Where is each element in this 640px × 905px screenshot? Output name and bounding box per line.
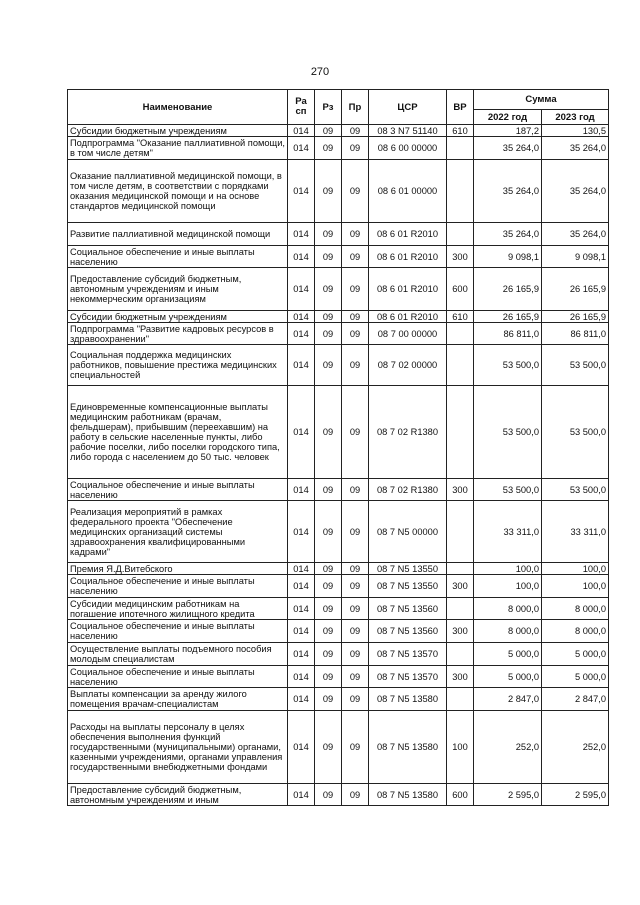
table-row	[68, 620, 609, 643]
row-csr-cell: 08 6 01 R2010	[369, 246, 447, 268]
table-row	[68, 501, 609, 563]
row-vr-cell	[447, 598, 474, 620]
row-sum-2022-cell: 9 098,1	[474, 246, 542, 268]
row-rz-cell: 09	[315, 711, 342, 784]
header-rz: Рз	[315, 90, 342, 125]
row-vr-cell	[447, 688, 474, 711]
row-name-cell: Субсидии медицинским работникам на погашение ипотечного жилищного кредита	[68, 598, 288, 620]
row-rz-cell: 09	[315, 643, 342, 666]
row-csr-cell: 08 6 01 R2010	[369, 311, 447, 323]
row-vr-cell: 600	[447, 784, 474, 806]
row-sum-2022-cell: 53 500,0	[474, 386, 542, 479]
row-rasp-cell: 014	[288, 598, 315, 620]
row-name-cell: Расходы на выплаты персоналу в целях обеспечения выполнения функций государственными (муниципальными) органами, казенными учреждениями, органами управления государственными внебюджетными фондами	[68, 711, 288, 784]
row-vr-cell: 300	[447, 246, 474, 268]
table-row	[68, 386, 609, 479]
row-rz-cell: 09	[315, 345, 342, 386]
row-vr-cell	[447, 345, 474, 386]
row-name-cell: Оказание паллиативной медицинской помощи, в том числе детям, в соответствии с порядками оказания медицинской помощи и на основе стандартов медицинской помощи	[68, 160, 288, 223]
row-name-cell: Подпрограмма "Развитие кадровых ресурсов в здравоохранении"	[68, 323, 288, 345]
header-pr: Пр	[342, 90, 369, 125]
row-sum-2022-cell: 2 847,0	[474, 688, 542, 711]
row-name-cell: Осуществление выплаты подъемного пособия молодым специалистам	[68, 643, 288, 666]
row-sum-2022-cell: 26 165,9	[474, 311, 542, 323]
row-sum-2022-cell: 5 000,0	[474, 643, 542, 666]
row-rz-cell: 09	[315, 160, 342, 223]
row-rz-cell: 09	[315, 688, 342, 711]
row-sum-2022-cell: 100,0	[474, 575, 542, 598]
table-row	[68, 563, 609, 575]
row-name-cell: Социальное обеспечение и иные выплаты населению	[68, 620, 288, 643]
row-name-cell: Развитие паллиативной медицинской помощи	[68, 223, 288, 246]
row-name-cell: Субсидии бюджетным учреждениям	[68, 311, 288, 323]
row-csr-cell: 08 7 02 R1380	[369, 386, 447, 479]
row-sum-2023-cell: 53 500,0	[542, 479, 609, 501]
row-pr-cell: 09	[342, 479, 369, 501]
row-vr-cell	[447, 223, 474, 246]
row-pr-cell: 09	[342, 643, 369, 666]
row-sum-2022-cell: 35 264,0	[474, 223, 542, 246]
header-rasp: Ра сп	[288, 90, 315, 125]
row-sum-2022-cell: 8 000,0	[474, 598, 542, 620]
row-rasp-cell: 014	[288, 563, 315, 575]
row-vr-cell: 610	[447, 125, 474, 137]
row-pr-cell: 09	[342, 345, 369, 386]
row-rz-cell: 09	[315, 666, 342, 688]
row-vr-cell: 300	[447, 575, 474, 598]
table-row	[68, 711, 609, 784]
table-row	[68, 246, 609, 268]
row-vr-cell: 100	[447, 711, 474, 784]
row-sum-2023-cell: 35 264,0	[542, 160, 609, 223]
row-name-cell: Подпрограмма "Оказание паллиативной помощи, в том числе детям"	[68, 137, 288, 160]
table-body	[68, 125, 609, 806]
row-rasp-cell: 014	[288, 386, 315, 479]
row-rasp-cell: 014	[288, 620, 315, 643]
table-row	[68, 575, 609, 598]
header-year-2022: 2022 год	[474, 110, 542, 125]
row-name-cell: Единовременные компенсационные выплаты медицинским работникам (врачам, фельдшерам), прибывшим (переехавшим) на работу в сельские населенные пункты, либо рабочие поселки, либо поселки городского типа, либо города с населением до 50 тыс. человек	[68, 386, 288, 479]
row-sum-2023-cell: 35 264,0	[542, 223, 609, 246]
row-rz-cell: 09	[315, 246, 342, 268]
row-csr-cell: 08 7 N5 13550	[369, 563, 447, 575]
row-rasp-cell: 014	[288, 323, 315, 345]
row-rasp-cell: 014	[288, 501, 315, 563]
row-name-cell: Социальная поддержка медицинских работников, повышение престижа медицинских специальностей	[68, 345, 288, 386]
row-rasp-cell: 014	[288, 643, 315, 666]
row-sum-2022-cell: 8 000,0	[474, 620, 542, 643]
table-row	[68, 479, 609, 501]
row-csr-cell: 08 6 01 R2010	[369, 268, 447, 311]
row-csr-cell: 08 7 N5 13560	[369, 598, 447, 620]
row-rasp-cell: 014	[288, 311, 315, 323]
row-sum-2022-cell: 33 311,0	[474, 501, 542, 563]
row-sum-2022-cell: 100,0	[474, 563, 542, 575]
row-rz-cell: 09	[315, 386, 342, 479]
row-sum-2022-cell: 35 264,0	[474, 137, 542, 160]
row-pr-cell: 09	[342, 688, 369, 711]
table-row	[68, 137, 609, 160]
row-pr-cell: 09	[342, 160, 369, 223]
row-pr-cell: 09	[342, 501, 369, 563]
table-row	[68, 323, 609, 345]
row-csr-cell: 08 7 N5 13570	[369, 643, 447, 666]
row-rasp-cell: 014	[288, 575, 315, 598]
row-rz-cell: 09	[315, 311, 342, 323]
row-pr-cell: 09	[342, 323, 369, 345]
row-sum-2022-cell: 187,2	[474, 125, 542, 137]
row-rz-cell: 09	[315, 137, 342, 160]
row-rz-cell: 09	[315, 501, 342, 563]
row-csr-cell: 08 7 N5 13580	[369, 688, 447, 711]
row-sum-2022-cell: 53 500,0	[474, 345, 542, 386]
row-pr-cell: 09	[342, 666, 369, 688]
header-name: Наименование	[68, 90, 288, 125]
row-sum-2023-cell: 8 000,0	[542, 598, 609, 620]
row-rasp-cell: 014	[288, 345, 315, 386]
row-sum-2023-cell: 33 311,0	[542, 501, 609, 563]
row-vr-cell	[447, 501, 474, 563]
row-rasp-cell: 014	[288, 479, 315, 501]
row-rasp-cell: 014	[288, 711, 315, 784]
row-vr-cell	[447, 563, 474, 575]
row-sum-2023-cell: 9 098,1	[542, 246, 609, 268]
row-sum-2023-cell: 2 847,0	[542, 688, 609, 711]
row-sum-2023-cell: 53 500,0	[542, 386, 609, 479]
row-pr-cell: 09	[342, 386, 369, 479]
row-rasp-cell: 014	[288, 784, 315, 806]
row-pr-cell: 09	[342, 620, 369, 643]
row-sum-2023-cell: 2 595,0	[542, 784, 609, 806]
row-sum-2023-cell: 252,0	[542, 711, 609, 784]
row-name-cell: Премия Я.Д.Витебского	[68, 563, 288, 575]
row-sum-2022-cell: 5 000,0	[474, 666, 542, 688]
row-name-cell: Предоставление субсидий бюджетным, автономным учреждениям и иным некоммерческим организациям	[68, 268, 288, 311]
row-vr-cell: 300	[447, 666, 474, 688]
row-rasp-cell: 014	[288, 246, 315, 268]
row-sum-2023-cell: 5 000,0	[542, 643, 609, 666]
row-sum-2023-cell: 86 811,0	[542, 323, 609, 345]
row-csr-cell: 08 7 N5 13570	[369, 666, 447, 688]
table-row	[68, 598, 609, 620]
table-row	[68, 268, 609, 311]
row-pr-cell: 09	[342, 246, 369, 268]
row-pr-cell: 09	[342, 711, 369, 784]
row-csr-cell: 08 3 N7 51140	[369, 125, 447, 137]
row-csr-cell: 08 7 N5 13560	[369, 620, 447, 643]
row-pr-cell: 09	[342, 563, 369, 575]
table-row	[68, 345, 609, 386]
row-pr-cell: 09	[342, 784, 369, 806]
row-vr-cell: 300	[447, 479, 474, 501]
row-csr-cell: 08 7 N5 13550	[369, 575, 447, 598]
table-row	[68, 784, 609, 806]
row-rasp-cell: 014	[288, 223, 315, 246]
table-row	[68, 125, 609, 137]
row-pr-cell: 09	[342, 125, 369, 137]
row-name-cell: Предоставление субсидий бюджетным, автономным учреждениям и иным	[68, 784, 288, 806]
row-sum-2023-cell: 5 000,0	[542, 666, 609, 688]
row-sum-2022-cell: 53 500,0	[474, 479, 542, 501]
row-name-cell: Субсидии бюджетным учреждениям	[68, 125, 288, 137]
row-rz-cell: 09	[315, 268, 342, 311]
row-rz-cell: 09	[315, 575, 342, 598]
row-sum-2023-cell: 53 500,0	[542, 345, 609, 386]
row-sum-2022-cell: 26 165,9	[474, 268, 542, 311]
row-rasp-cell: 014	[288, 160, 315, 223]
row-sum-2023-cell: 26 165,9	[542, 311, 609, 323]
row-csr-cell: 08 7 00 00000	[369, 323, 447, 345]
row-sum-2023-cell: 100,0	[542, 563, 609, 575]
row-name-cell: Социальное обеспечение и иные выплаты населению	[68, 575, 288, 598]
row-csr-cell: 08 6 00 00000	[369, 137, 447, 160]
row-rasp-cell: 014	[288, 688, 315, 711]
row-name-cell: Реализация мероприятий в рамках федерального проекта "Обеспечение медицинских организаций системы здравоохранения квалифицированными кадрами"	[68, 501, 288, 563]
header-sum: Сумма	[474, 90, 609, 110]
table-header	[68, 90, 609, 125]
row-pr-cell: 09	[342, 268, 369, 311]
row-sum-2022-cell: 252,0	[474, 711, 542, 784]
row-name-cell: Выплаты компенсации за аренду жилого помещения врачам-специалистам	[68, 688, 288, 711]
row-rz-cell: 09	[315, 323, 342, 345]
row-rasp-cell: 014	[288, 125, 315, 137]
row-pr-cell: 09	[342, 223, 369, 246]
row-vr-cell	[447, 386, 474, 479]
row-pr-cell: 09	[342, 137, 369, 160]
header-year-2023: 2023 год	[542, 110, 609, 125]
row-rasp-cell: 014	[288, 137, 315, 160]
row-vr-cell	[447, 160, 474, 223]
header-csr: ЦСР	[369, 90, 447, 125]
row-vr-cell	[447, 323, 474, 345]
row-vr-cell: 300	[447, 620, 474, 643]
row-rz-cell: 09	[315, 784, 342, 806]
row-csr-cell: 08 6 01 00000	[369, 160, 447, 223]
row-csr-cell: 08 7 N5 13580	[369, 784, 447, 806]
row-sum-2023-cell: 100,0	[542, 575, 609, 598]
table-row	[68, 688, 609, 711]
row-rz-cell: 09	[315, 563, 342, 575]
row-sum-2022-cell: 35 264,0	[474, 160, 542, 223]
row-vr-cell: 600	[447, 268, 474, 311]
row-rasp-cell: 014	[288, 268, 315, 311]
row-rasp-cell: 014	[288, 666, 315, 688]
row-vr-cell	[447, 643, 474, 666]
row-rz-cell: 09	[315, 223, 342, 246]
row-vr-cell: 610	[447, 311, 474, 323]
header-vr: ВР	[447, 90, 474, 125]
row-sum-2023-cell: 26 165,9	[542, 268, 609, 311]
row-sum-2023-cell: 130,5	[542, 125, 609, 137]
row-csr-cell: 08 7 02 R1380	[369, 479, 447, 501]
table-row	[68, 311, 609, 323]
row-name-cell: Социальное обеспечение и иные выплаты населению	[68, 246, 288, 268]
budget-table	[67, 89, 609, 806]
row-csr-cell: 08 6 01 R2010	[369, 223, 447, 246]
row-name-cell: Социальное обеспечение и иные выплаты населению	[68, 479, 288, 501]
row-csr-cell: 08 7 N5 00000	[369, 501, 447, 563]
table-row	[68, 643, 609, 666]
row-pr-cell: 09	[342, 598, 369, 620]
row-rz-cell: 09	[315, 479, 342, 501]
row-rz-cell: 09	[315, 620, 342, 643]
row-vr-cell	[447, 137, 474, 160]
table-row	[68, 223, 609, 246]
row-pr-cell: 09	[342, 575, 369, 598]
row-sum-2023-cell: 8 000,0	[542, 620, 609, 643]
row-pr-cell: 09	[342, 311, 369, 323]
page-number: 270	[310, 66, 330, 78]
row-csr-cell: 08 7 02 00000	[369, 345, 447, 386]
row-sum-2022-cell: 86 811,0	[474, 323, 542, 345]
row-name-cell: Социальное обеспечение и иные выплаты населению	[68, 666, 288, 688]
row-rz-cell: 09	[315, 125, 342, 137]
row-csr-cell: 08 7 N5 13580	[369, 711, 447, 784]
table-row	[68, 160, 609, 223]
row-sum-2022-cell: 2 595,0	[474, 784, 542, 806]
table-row	[68, 666, 609, 688]
row-rz-cell: 09	[315, 598, 342, 620]
row-sum-2023-cell: 35 264,0	[542, 137, 609, 160]
